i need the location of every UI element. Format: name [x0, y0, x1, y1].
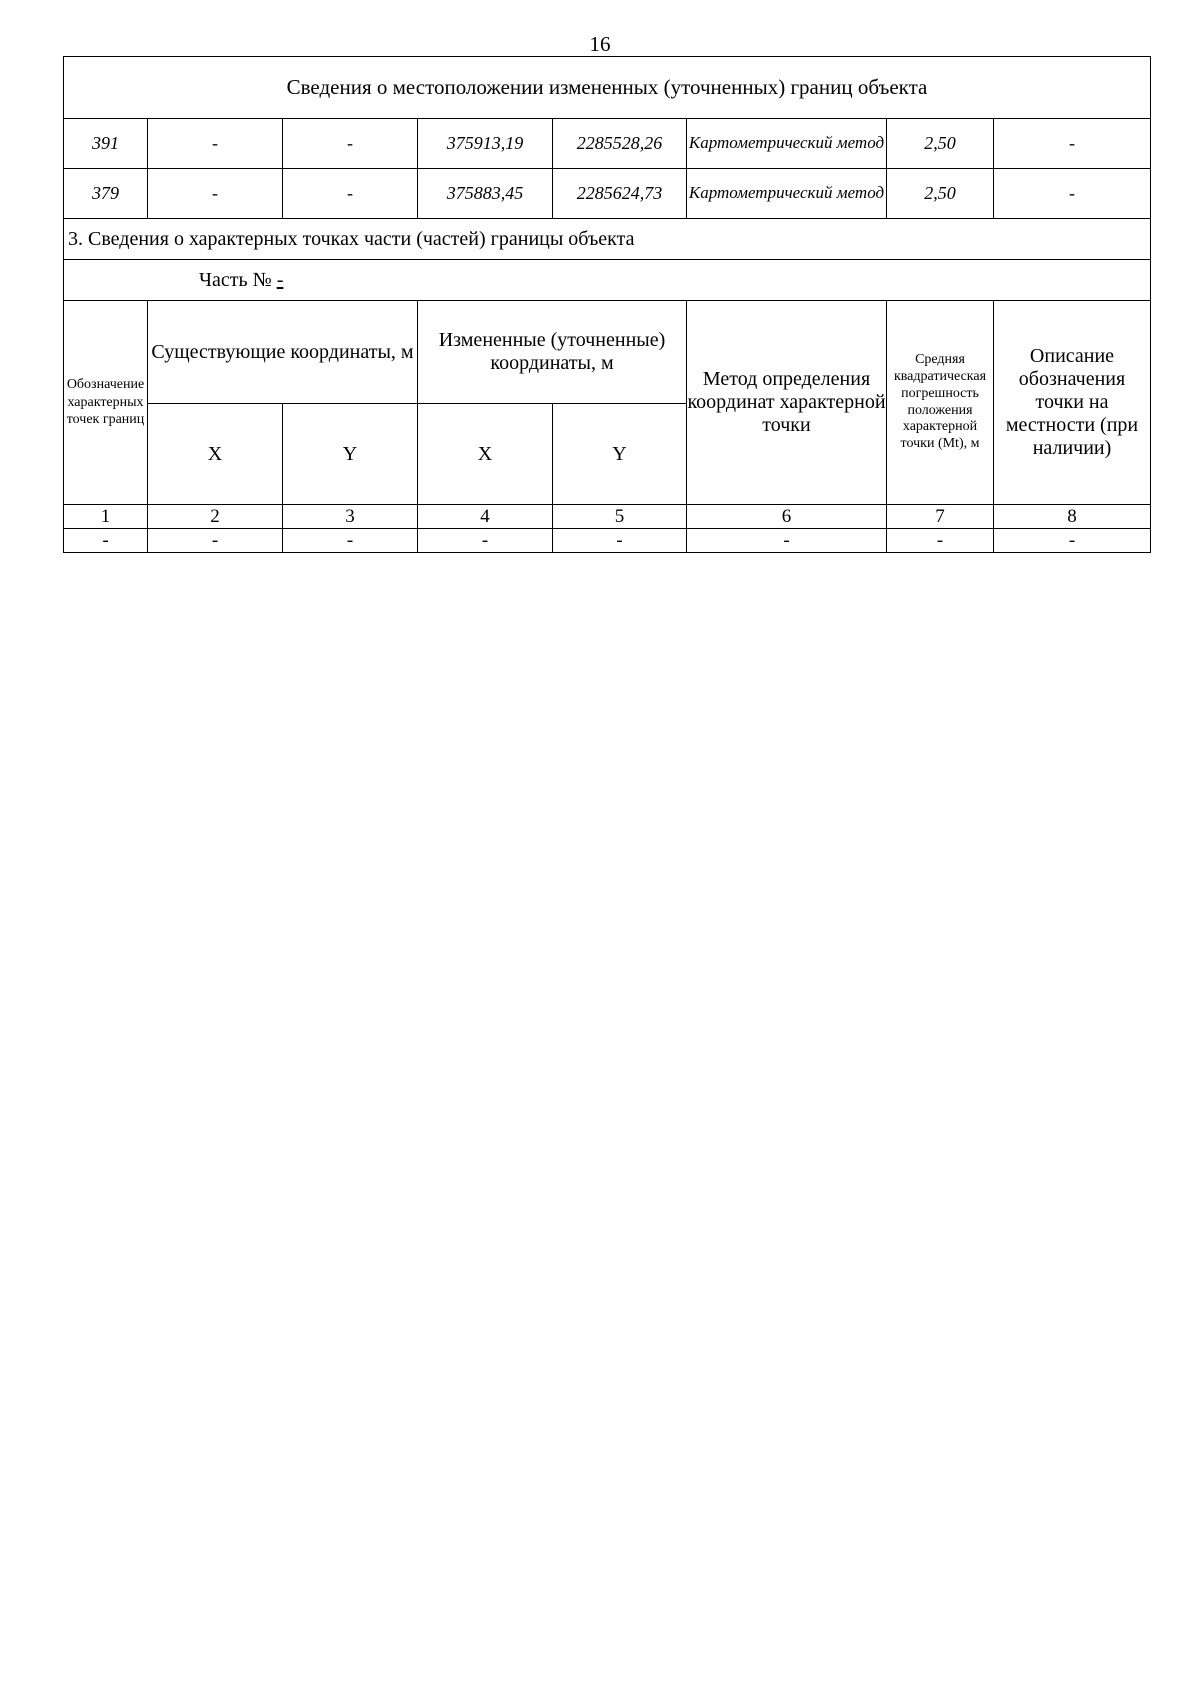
table-title: Сведения о местоположении измененных (уточненных) границ объекта — [64, 57, 1151, 119]
empty-cell: - — [687, 529, 887, 553]
table-row — [64, 529, 1151, 553]
empty-cell: - — [64, 529, 148, 553]
existing-y-cell: - — [283, 169, 418, 219]
column-number: 4 — [418, 505, 553, 529]
description-cell: - — [994, 119, 1151, 169]
boundary-table — [63, 56, 1151, 553]
empty-cell: - — [283, 529, 418, 553]
changed-y-cell: 2285528,26 — [553, 119, 687, 169]
empty-cell: - — [418, 529, 553, 553]
column-number: 1 — [64, 505, 148, 529]
existing-y-cell: - — [283, 119, 418, 169]
header-changed-x: X — [418, 404, 553, 505]
page-number: 16 — [589, 32, 611, 56]
part-number-row — [64, 260, 1151, 301]
header-existing-x: X — [148, 404, 283, 505]
description-cell: - — [994, 169, 1151, 219]
empty-cell: - — [553, 529, 687, 553]
section-3-title: 3. Сведения о характерных точках части (частей) границы объекта — [64, 219, 1151, 260]
changed-x-cell: 375913,19 — [418, 119, 553, 169]
column-number: 8 — [994, 505, 1151, 529]
column-number: 3 — [283, 505, 418, 529]
empty-cell: - — [887, 529, 994, 553]
column-number: 5 — [553, 505, 687, 529]
table-row — [64, 119, 1151, 169]
empty-cell: - — [994, 529, 1151, 553]
table-row — [64, 169, 1151, 219]
header-description: Описание обозначения точки на местности (при наличии) — [994, 301, 1151, 505]
header-changed-coords: Измененные (уточненные) координаты, м — [418, 301, 687, 404]
header-existing-y: Y — [283, 404, 418, 505]
header-designation: Обозначение характерных точек границ — [64, 301, 148, 505]
method-cell: Картометрический метод — [687, 119, 887, 169]
header-existing-coords: Существующие координаты, м — [148, 301, 418, 404]
existing-x-cell: - — [148, 169, 283, 219]
empty-cell: - — [148, 529, 283, 553]
existing-x-cell: - — [148, 119, 283, 169]
column-numbers-row — [64, 505, 1151, 529]
column-number: 7 — [887, 505, 994, 529]
accuracy-cell: 2,50 — [887, 119, 994, 169]
column-number: 2 — [148, 505, 283, 529]
part-number: - — [276, 268, 284, 291]
method-cell: Картометрический метод — [687, 169, 887, 219]
header-accuracy: Средняя квадратическая погрешность положения характерной точки (Mt), м — [887, 301, 994, 505]
header-changed-y: Y — [553, 404, 687, 505]
changed-x-cell: 375883,45 — [418, 169, 553, 219]
part-label: Часть № — [199, 268, 272, 291]
header-method: Метод определения координат характерной точки — [687, 301, 887, 505]
point-cell: 379 — [64, 169, 148, 219]
accuracy-cell: 2,50 — [887, 169, 994, 219]
column-number: 6 — [687, 505, 887, 529]
changed-y-cell: 2285624,73 — [553, 169, 687, 219]
point-cell: 391 — [64, 119, 148, 169]
